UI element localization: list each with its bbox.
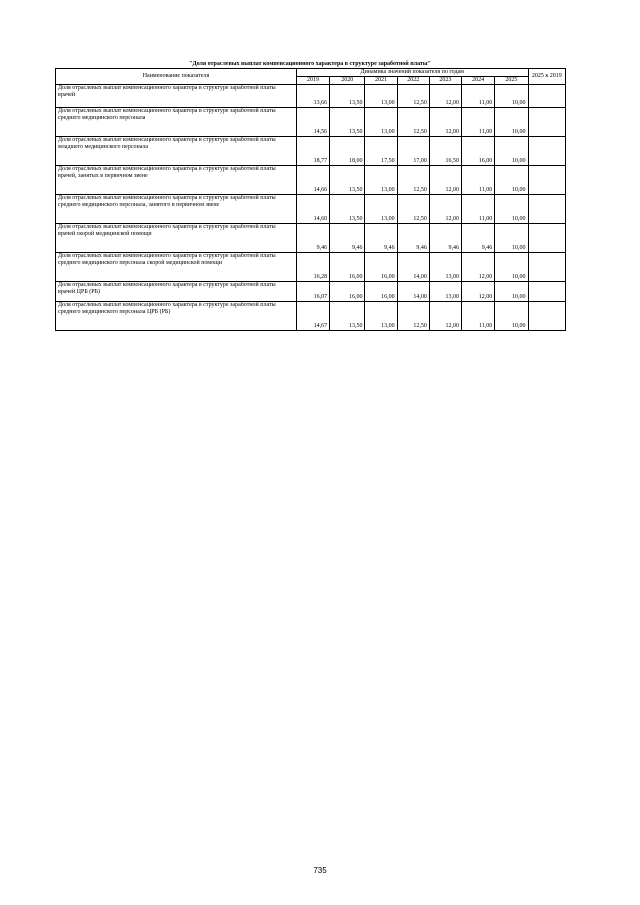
value-cell: 12,00 bbox=[429, 108, 461, 137]
header-indicator-name: Наименование показателя bbox=[56, 69, 297, 85]
ratio-cell bbox=[528, 302, 565, 331]
value-cell: 14,66 bbox=[296, 166, 329, 195]
header-dynamics: Динамика значений показателя по годам bbox=[296, 69, 528, 77]
value-cell: 12,50 bbox=[397, 166, 429, 195]
ratio-cell bbox=[528, 166, 565, 195]
value-cell: 13,50 bbox=[330, 108, 365, 137]
table-row bbox=[56, 224, 566, 253]
value-cell: 13,00 bbox=[365, 166, 397, 195]
value-cell: 12,50 bbox=[397, 195, 429, 224]
ratio-cell bbox=[528, 137, 565, 166]
value-cell: 12,00 bbox=[429, 85, 461, 108]
value-cell: 10,00 bbox=[495, 224, 528, 253]
value-cell: 13,00 bbox=[365, 302, 397, 331]
value-cell: 10,00 bbox=[495, 108, 528, 137]
year-header: 2025 bbox=[495, 77, 528, 85]
value-cell: 14,00 bbox=[397, 282, 429, 302]
table-row bbox=[56, 253, 566, 282]
value-cell: 10,00 bbox=[495, 137, 528, 166]
year-header: 2021 bbox=[365, 77, 397, 85]
value-cell: 17,50 bbox=[365, 137, 397, 166]
value-cell: 11,00 bbox=[462, 108, 495, 137]
value-cell: 14,67 bbox=[296, 302, 329, 331]
value-cell: 9,46 bbox=[429, 224, 461, 253]
document-title: "Доля отраслевых выплат компенсационного характера в структуре заработной платы" bbox=[189, 61, 431, 67]
indicator-name-cell: Доля отраслевых выплат компенсационного характера в структуре заработной платы среднего медицинского персонала bbox=[56, 108, 297, 137]
value-cell: 12,00 bbox=[429, 166, 461, 195]
value-cell: 16,50 bbox=[429, 137, 461, 166]
value-cell: 13,50 bbox=[330, 85, 365, 108]
value-cell: 10,00 bbox=[495, 253, 528, 282]
value-cell: 16,00 bbox=[330, 253, 365, 282]
value-cell: 9,46 bbox=[462, 224, 495, 253]
value-cell: 12,00 bbox=[462, 253, 495, 282]
value-cell: 14,60 bbox=[296, 195, 329, 224]
value-cell: 12,50 bbox=[397, 85, 429, 108]
value-cell: 9,46 bbox=[365, 224, 397, 253]
ratio-cell bbox=[528, 195, 565, 224]
value-cell: 10,00 bbox=[495, 195, 528, 224]
value-cell: 9,46 bbox=[397, 224, 429, 253]
value-cell: 9,46 bbox=[330, 224, 365, 253]
ratio-cell bbox=[528, 224, 565, 253]
header-row bbox=[56, 69, 566, 77]
year-header: 2024 bbox=[462, 77, 495, 85]
value-cell: 11,00 bbox=[462, 166, 495, 195]
year-header: 2019 bbox=[296, 77, 329, 85]
value-cell: 13,50 bbox=[330, 302, 365, 331]
value-cell: 13,00 bbox=[429, 253, 461, 282]
value-cell: 12,00 bbox=[429, 195, 461, 224]
value-cell: 13,00 bbox=[429, 282, 461, 302]
table-row bbox=[56, 302, 566, 331]
table-body bbox=[56, 85, 566, 331]
indicator-name-cell: Доля отраслевых выплат компенсационного характера в структуре заработной платы среднего медицинского персонала ЦРБ (РБ) bbox=[56, 302, 297, 331]
year-header: 2023 bbox=[429, 77, 461, 85]
indicator-table bbox=[55, 68, 566, 331]
table-row bbox=[56, 195, 566, 224]
indicator-name-cell: Доля отраслевых выплат компенсационного характера в структуре заработной платы среднего медицинского персонала скорой медицинской помощи bbox=[56, 253, 297, 282]
value-cell: 16,00 bbox=[330, 282, 365, 302]
ratio-cell bbox=[528, 85, 565, 108]
value-cell: 16,28 bbox=[296, 253, 329, 282]
value-cell: 14,00 bbox=[397, 253, 429, 282]
value-cell: 13,66 bbox=[296, 85, 329, 108]
value-cell: 16,00 bbox=[365, 282, 397, 302]
value-cell: 16,07 bbox=[296, 282, 329, 302]
indicator-name-cell: Доля отраслевых выплат компенсационного характера в структуре заработной платы врачей скорой медицинской помощи bbox=[56, 224, 297, 253]
table-row bbox=[56, 108, 566, 137]
indicator-name-cell: Доля отраслевых выплат компенсационного характера в структуре заработной платы младшего медицинского персонала bbox=[56, 137, 297, 166]
value-cell: 18,77 bbox=[296, 137, 329, 166]
indicator-name-cell: Доля отраслевых выплат компенсационного характера в структуре заработной платы врачей bbox=[56, 85, 297, 108]
value-cell: 10,00 bbox=[495, 302, 528, 331]
value-cell: 11,00 bbox=[462, 85, 495, 108]
year-header: 2022 bbox=[397, 77, 429, 85]
table-row bbox=[56, 282, 566, 302]
header-ratio: 2025 к 2019 bbox=[528, 69, 565, 85]
page-number: 735 bbox=[313, 866, 327, 875]
value-cell: 13,00 bbox=[365, 195, 397, 224]
indicator-name-cell: Доля отраслевых выплат компенсационного характера в структуре заработной платы врачей, занятых в первичном звене bbox=[56, 166, 297, 195]
value-cell: 12,50 bbox=[397, 108, 429, 137]
table-row bbox=[56, 85, 566, 108]
value-cell: 12,00 bbox=[462, 282, 495, 302]
ratio-cell bbox=[528, 282, 565, 302]
value-cell: 12,50 bbox=[397, 302, 429, 331]
value-cell: 13,00 bbox=[365, 108, 397, 137]
value-cell: 10,00 bbox=[495, 85, 528, 108]
value-cell: 14,56 bbox=[296, 108, 329, 137]
value-cell: 9,46 bbox=[296, 224, 329, 253]
value-cell: 10,00 bbox=[495, 282, 528, 302]
table-row bbox=[56, 137, 566, 166]
year-header: 2020 bbox=[330, 77, 365, 85]
value-cell: 16,00 bbox=[365, 253, 397, 282]
value-cell: 13,00 bbox=[365, 85, 397, 108]
table-row bbox=[56, 166, 566, 195]
value-cell: 11,00 bbox=[462, 302, 495, 331]
value-cell: 16,00 bbox=[462, 137, 495, 166]
value-cell: 17,00 bbox=[397, 137, 429, 166]
value-cell: 18,00 bbox=[330, 137, 365, 166]
value-cell: 12,00 bbox=[429, 302, 461, 331]
ratio-cell bbox=[528, 108, 565, 137]
value-cell: 11,00 bbox=[462, 195, 495, 224]
ratio-cell bbox=[528, 253, 565, 282]
value-cell: 10,00 bbox=[495, 166, 528, 195]
value-cell: 13,50 bbox=[330, 166, 365, 195]
indicator-name-cell: Доля отраслевых выплат компенсационного характера в структуре заработной платы среднего медицинского персонала, занятого в первичном звене bbox=[56, 195, 297, 224]
value-cell: 13,50 bbox=[330, 195, 365, 224]
indicator-name-cell: Доля отраслевых выплат компенсационного характера в структуре заработной платы врачей ЦРБ (РБ) bbox=[56, 282, 297, 302]
